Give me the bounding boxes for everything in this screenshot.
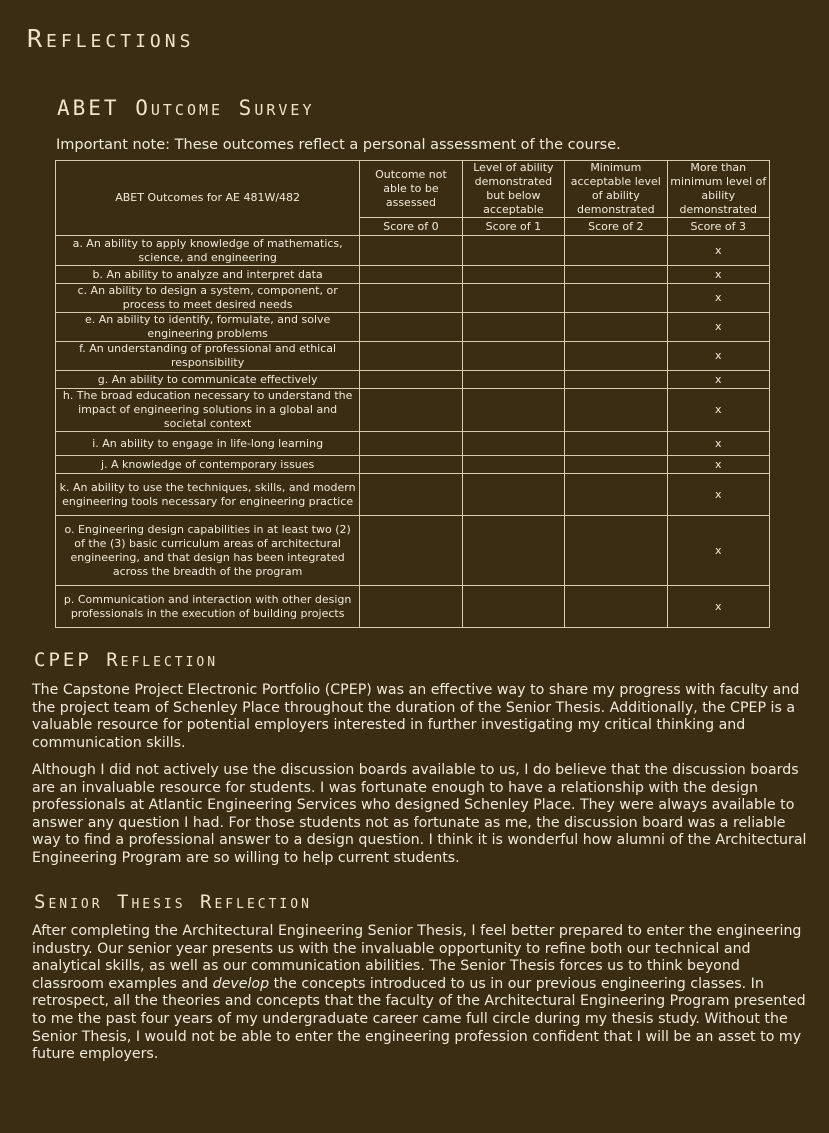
outcome-cell: o. Engineering design capabilities in at least two (2) of the (3) basic curriculum areas of architectural engineering, and that design has been integrated across the breadth of the program	[56, 516, 360, 586]
score-mark: x	[667, 474, 769, 516]
score-cell	[462, 389, 564, 432]
table-row	[56, 389, 770, 432]
score-header: Score of 2	[565, 218, 667, 236]
outcome-cell: j. A knowledge of contemporary issues	[56, 456, 360, 474]
thesis-paragraph	[32, 923, 807, 1064]
abet-table-body	[56, 236, 770, 628]
score-cell	[360, 474, 462, 516]
table-row	[56, 474, 770, 516]
abet-outcome-table	[55, 160, 770, 628]
score-cell	[565, 284, 667, 313]
score-cell	[360, 284, 462, 313]
outcome-cell: e. An ability to identify, formulate, and solve engineering problems	[56, 313, 360, 342]
score-mark: x	[667, 516, 769, 586]
score-cell	[360, 371, 462, 389]
column-header: Level of ability demonstrated but below acceptable	[462, 161, 564, 218]
score-cell	[462, 586, 564, 628]
outcomes-header: ABET Outcomes for AE 481W/482	[56, 161, 360, 236]
table-row	[56, 371, 770, 389]
table-row	[56, 236, 770, 266]
outcome-cell: f. An understanding of professional and ethical responsibility	[56, 342, 360, 371]
score-header: Score of 3	[667, 218, 769, 236]
score-cell	[462, 516, 564, 586]
score-mark: x	[667, 389, 769, 432]
score-cell	[360, 516, 462, 586]
table-row	[56, 313, 770, 342]
cpep-paragraph: Although I did not actively use the discussion boards available to us, I do believe that the discussion boards are an invaluable resource for students. I was fortunate enough to have a relationship with the design professionals at Atlantic Engineering Services who designed Schenley Place. They were always available to answer any question I had. For those students not as fortunate as me, the discussion board was a reliable way to find a professional answer to a design question. I think it is wonderful how alumni of the Architectural Engineering Program are so willing to help current students.	[32, 762, 807, 866]
table-row	[56, 266, 770, 284]
score-cell	[462, 371, 564, 389]
score-mark: x	[667, 284, 769, 313]
score-cell	[462, 474, 564, 516]
table-row	[56, 586, 770, 628]
cpep-paragraph: The Capstone Project Electronic Portfolio (CPEP) was an effective way to share my progress with faculty and the project team of Schenley Place throughout the duration of the Senior Thesis. Additionally, the CPEP is a valuable resource for potential employers interested in further investigating my critical thinking and communication skills.	[32, 682, 800, 751]
score-cell	[565, 236, 667, 266]
thesis-title: Senior Thesis Reflection	[34, 891, 312, 913]
survey-title: ABET Outcome Survey	[57, 96, 315, 120]
score-mark: x	[667, 236, 769, 266]
thesis-text: the concepts introduced to us in our previous engineering classes. In retrospect, all the theories and concepts that the faculty of the Architectural Engineering Program presented to me the past four years of my undergraduate career came full circle during my thesis study. Without the Senior Thesis, I would not be able to enter the engineering profession confident that I will be an asset to my future employers.	[32, 975, 806, 1063]
outcome-cell: b. An ability to analyze and interpret data	[56, 266, 360, 284]
table-row	[56, 342, 770, 371]
outcome-cell: c. An ability to design a system, component, or process to meet desired needs	[56, 284, 360, 313]
thesis-text: After completing the Architectural Engineering Senior Thesis, I feel better prepared to enter the engineering industry. Our senior year presents us with the invaluable opportunity to refine both our technical and analytical skills, as well as our communication abilities. The Senior Thesis forces us to think beyond classroom examples and	[32, 923, 802, 992]
column-header: More than minimum level of ability demonstrated	[667, 161, 769, 218]
score-cell	[360, 313, 462, 342]
score-header: Score of 1	[462, 218, 564, 236]
score-cell	[462, 432, 564, 456]
score-cell	[462, 342, 564, 371]
score-cell	[462, 313, 564, 342]
score-cell	[462, 266, 564, 284]
score-cell	[360, 266, 462, 284]
score-mark: x	[667, 371, 769, 389]
outcome-cell: h. The broad education necessary to understand the impact of engineering solutions in a global and societal context	[56, 389, 360, 432]
score-cell	[565, 474, 667, 516]
score-cell	[360, 342, 462, 371]
thesis-emphasis: develop	[212, 975, 270, 992]
score-cell	[565, 371, 667, 389]
outcome-cell: a. An ability to apply knowledge of mathematics, science, and engineering	[56, 236, 360, 266]
score-cell	[462, 284, 564, 313]
score-header: Score of 0	[360, 218, 462, 236]
outcome-cell: i. An ability to engage in life-long learning	[56, 432, 360, 456]
table-row	[56, 284, 770, 313]
survey-note: Important note: These outcomes reflect a personal assessment of the course.	[56, 137, 621, 153]
score-cell	[360, 236, 462, 266]
score-cell	[565, 313, 667, 342]
score-mark: x	[667, 313, 769, 342]
score-mark: x	[667, 586, 769, 628]
cpep-title: CPEP Reflection	[34, 649, 219, 671]
score-cell	[462, 456, 564, 474]
table-row	[56, 456, 770, 474]
score-mark: x	[667, 342, 769, 371]
score-cell	[462, 236, 564, 266]
score-cell	[565, 456, 667, 474]
column-header: Minimum acceptable level of ability demonstrated	[565, 161, 667, 218]
score-mark: x	[667, 432, 769, 456]
outcome-cell: k. An ability to use the techniques, skills, and modern engineering tools necessary for engineering practice	[56, 474, 360, 516]
score-mark: x	[667, 266, 769, 284]
score-cell	[565, 586, 667, 628]
score-cell	[565, 266, 667, 284]
score-cell	[565, 516, 667, 586]
score-cell	[360, 586, 462, 628]
outcome-cell: p. Communication and interaction with other design professionals in the execution of building projects	[56, 586, 360, 628]
score-cell	[565, 342, 667, 371]
score-mark: x	[667, 456, 769, 474]
score-cell	[360, 456, 462, 474]
score-cell	[360, 432, 462, 456]
table-row	[56, 432, 770, 456]
column-header: Outcome not able to be assessed	[360, 161, 462, 218]
outcome-cell: g. An ability to communicate effectively	[56, 371, 360, 389]
page-title: Reflections	[27, 24, 195, 53]
score-cell	[565, 432, 667, 456]
score-cell	[360, 389, 462, 432]
table-row	[56, 516, 770, 586]
score-cell	[565, 389, 667, 432]
